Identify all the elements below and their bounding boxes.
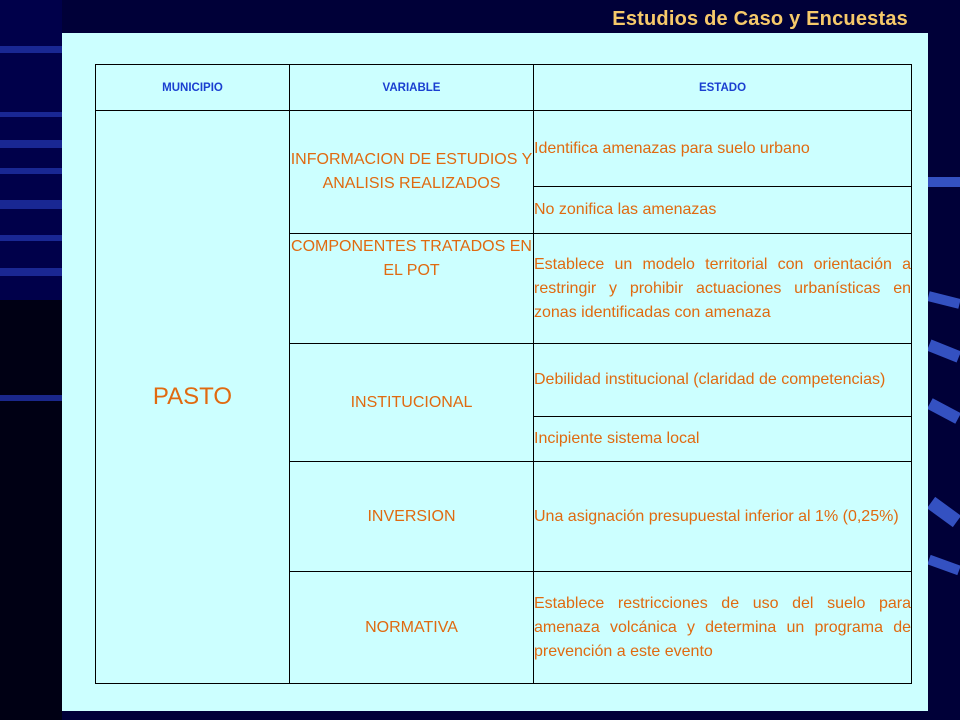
variable-label: COMPONENTES TRATADOS EN EL POT bbox=[291, 238, 532, 279]
variable-label: NORMATIVA bbox=[365, 618, 458, 636]
estado-text: Debilidad institucional (claridad de competencias) bbox=[534, 371, 886, 388]
estado-text: Establece un modelo territorial con orientación a restringir y prohibir actuaciones urbanísticas en zonas identificadas con amenaza bbox=[534, 255, 911, 321]
estado-text: Una asignación presupuestal inferior al 1% (0,25%) bbox=[534, 507, 899, 525]
estado-cell bbox=[534, 234, 912, 344]
variable-cell-institucional bbox=[290, 344, 534, 462]
table-row bbox=[96, 111, 912, 187]
estado-text: Establece restricciones de uso del suelo para amenaza volcánica y determina un programa de prevención a este evento bbox=[534, 594, 911, 660]
content-panel bbox=[62, 33, 928, 711]
slide-title: Estudios de Caso y Encuestas bbox=[612, 8, 908, 30]
column-header-variable: VARIABLE bbox=[290, 65, 534, 111]
table-header-row bbox=[96, 65, 912, 111]
variable-cell-inversion bbox=[290, 462, 534, 572]
estado-cell bbox=[534, 572, 912, 684]
variable-cell-estudios bbox=[290, 111, 534, 234]
variable-cell-normativa bbox=[290, 572, 534, 684]
variable-label: INFORMACION DE ESTUDIOS Y ANALISIS REALIZADOS bbox=[290, 151, 533, 192]
column-header-municipio: MUNICIPIO bbox=[96, 65, 290, 111]
estado-cell bbox=[534, 344, 912, 417]
variable-label: INVERSION bbox=[367, 507, 456, 525]
estado-cell bbox=[534, 462, 912, 572]
case-study-table bbox=[95, 64, 912, 684]
municipio-cell: PASTO bbox=[96, 111, 290, 684]
estado-cell bbox=[534, 187, 912, 234]
variable-cell-componentes bbox=[290, 234, 534, 344]
estado-cell bbox=[534, 417, 912, 462]
estado-text: Identifica amenazas para suelo urbano bbox=[534, 139, 810, 157]
column-header-estado: ESTADO bbox=[534, 65, 912, 111]
variable-label: INSTITUCIONAL bbox=[350, 393, 473, 411]
estado-cell bbox=[534, 111, 912, 187]
estado-text: Incipiente sistema local bbox=[534, 430, 700, 447]
estado-text: No zonifica las amenazas bbox=[534, 201, 717, 218]
